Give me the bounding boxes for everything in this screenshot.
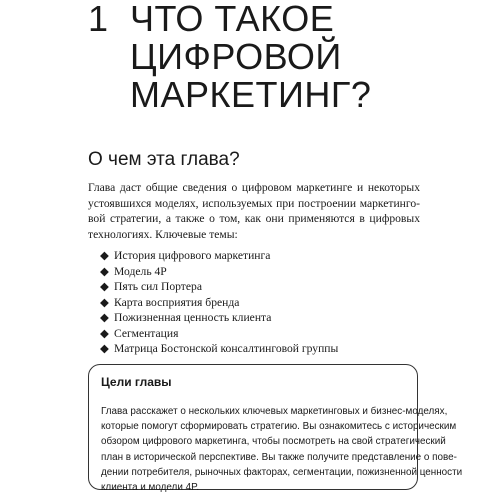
- goals-line: обзором цифрового маркетинга, чтобы посмотреть на свой стратегический: [101, 436, 446, 448]
- goals-text: [101, 404, 463, 495]
- diamond-bullet-icon: ◆: [100, 342, 109, 355]
- list-item: [100, 248, 338, 264]
- list-item-text: Сегментация: [114, 326, 179, 340]
- list-item-text: История цифрового маркетинга: [114, 249, 271, 262]
- intro-line: технологиях. Ключевые темы:: [88, 227, 238, 241]
- intro-line: устоявшихся моделях, используемых при построении маркетинго-: [88, 196, 420, 210]
- diamond-bullet-icon: ◆: [100, 264, 109, 278]
- chapter-title-line: МАРКЕТИНГ?: [130, 74, 372, 115]
- list-item-text: Пожизненная ценность клиента: [114, 311, 272, 324]
- diamond-bullet-icon: ◆: [100, 326, 109, 340]
- list-item-text: Пять сил Портера: [114, 280, 202, 293]
- chapter-title-line: ЧТО ТАКОЕ: [130, 0, 335, 39]
- chapter-title-line: ЦИФРОВОЙ: [130, 36, 342, 77]
- goals-title: Цели главы: [101, 375, 172, 389]
- section-heading: О чем эта глава?: [88, 149, 240, 170]
- diamond-bullet-icon: ◆: [100, 280, 109, 293]
- goals-line: Глава расскажет о нескольких ключевых маркетинговых и бизнес-моделях,: [101, 406, 448, 417]
- list-item: [100, 326, 338, 342]
- list-item: [100, 264, 338, 280]
- intro-paragraph: [88, 180, 420, 242]
- chapter-goals-box: [88, 364, 463, 494]
- list-item: [100, 310, 338, 326]
- goals-line: клиента и модели 4P.: [101, 482, 200, 494]
- list-item-text: Модель 4P: [114, 264, 167, 278]
- list-item: [100, 279, 338, 295]
- list-item-text: Карта восприятия бренда: [114, 295, 240, 309]
- chapter-title: [130, 0, 470, 114]
- key-topics-list: [100, 248, 338, 357]
- intro-line: вой стратегии, а также о том, как они применяются в цифровых: [88, 212, 420, 225]
- diamond-bullet-icon: ◆: [100, 295, 109, 309]
- list-item-text: Матрица Бостонской консалтинговой группы: [114, 342, 339, 355]
- goals-line: которые помогут сформировать стратегию. Вы ознакомитесь с историческим: [101, 421, 457, 433]
- goals-line: дении потребителя, рыночных факторах, сегментации, пожизненной ценности: [101, 466, 463, 478]
- chapter-number: 1: [88, 0, 109, 39]
- goals-line: план в исторической перспективе. Вы также получите представление о пове-: [101, 451, 457, 463]
- list-item: [100, 295, 338, 311]
- diamond-bullet-icon: ◆: [100, 249, 109, 262]
- intro-line: Глава даст общие сведения о цифровом маркетинге и некоторых: [88, 181, 420, 194]
- list-item: [100, 341, 338, 357]
- diamond-bullet-icon: ◆: [100, 311, 109, 324]
